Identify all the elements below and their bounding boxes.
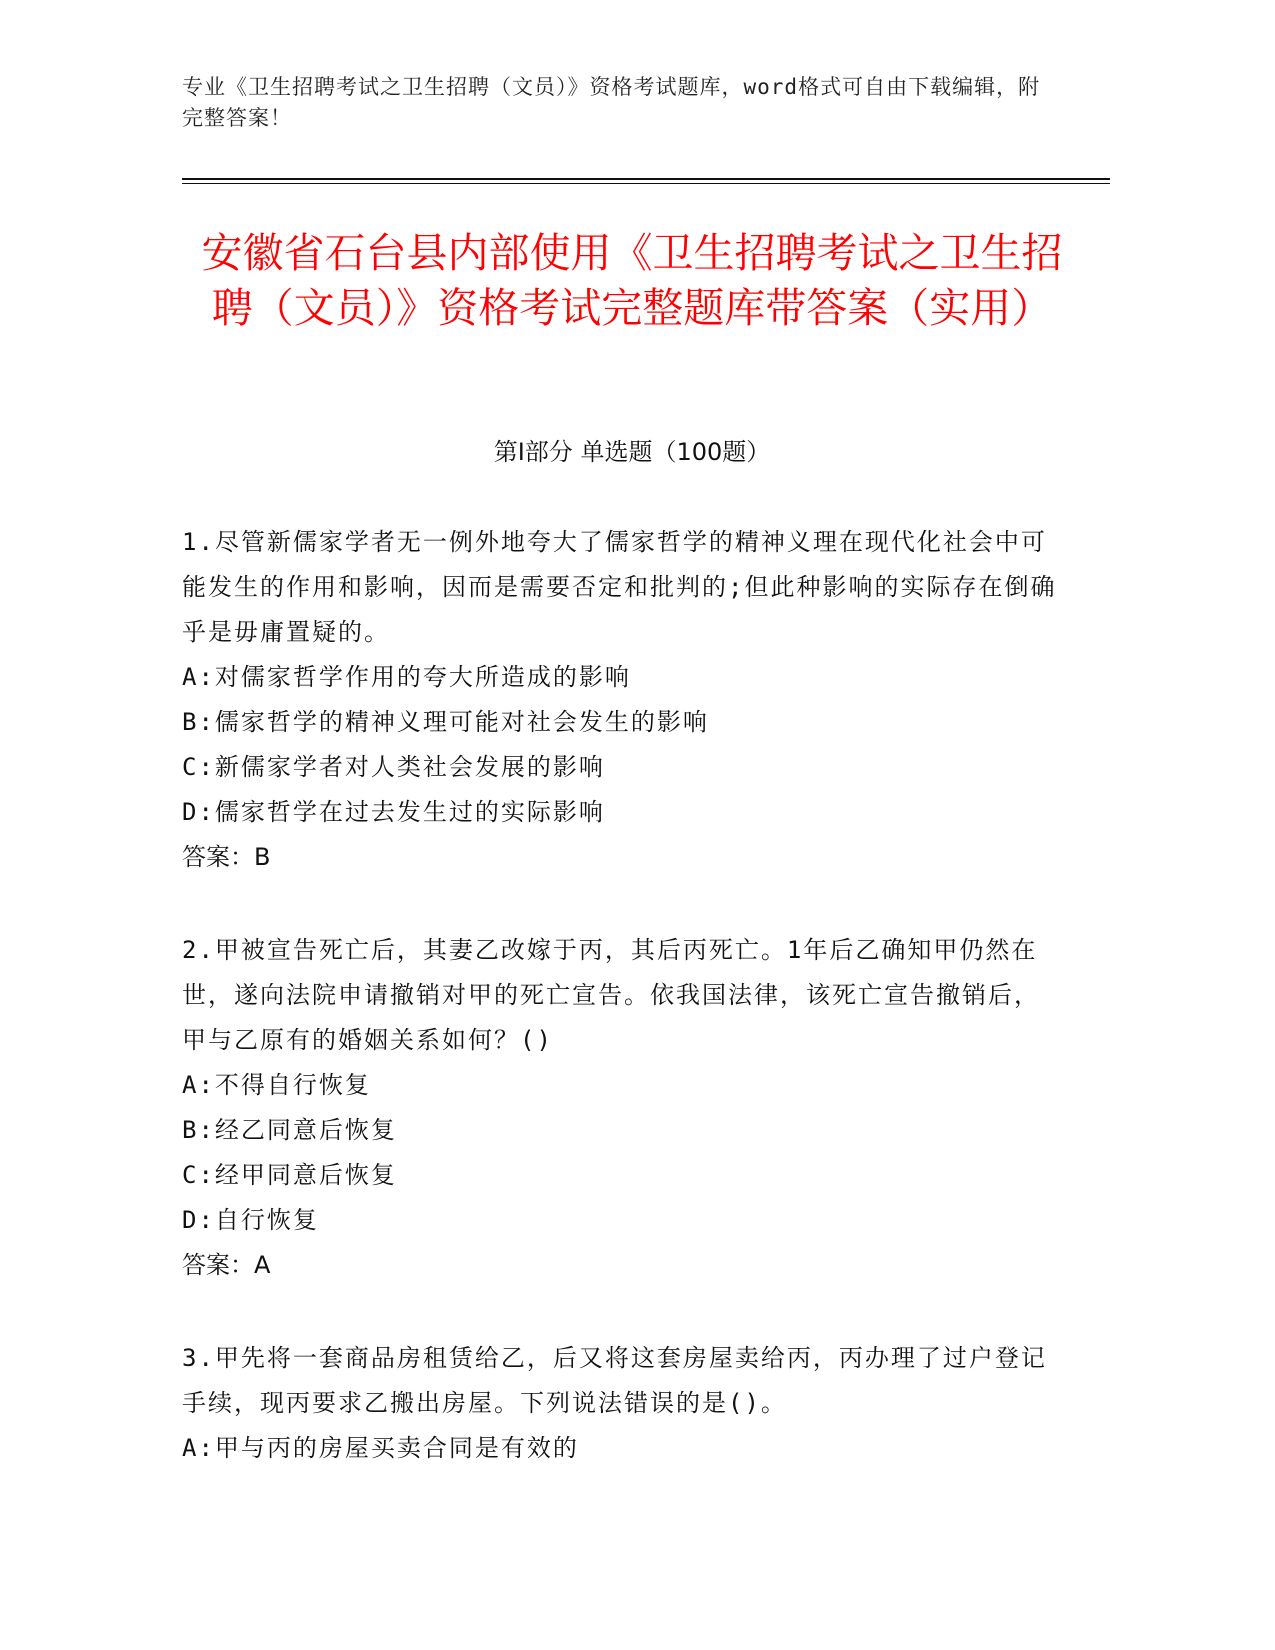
section-heading: 第Ⅰ部分 单选题（100题）	[493, 438, 771, 466]
option-d: D:自行恢复	[182, 1206, 319, 1234]
question-stem: 3.甲先将一套商品房租赁给乙，后又将这套房屋卖给丙，丙办理了过户登记手续，现丙要求乙搬出房屋。下列说法错误的是()。	[182, 1344, 1047, 1417]
option-b: B:经乙同意后恢复	[182, 1116, 397, 1144]
option-a: A:对儒家哲学作用的夸大所造成的影响	[182, 663, 631, 691]
document-title: 安徽省石台县内部使用《卫生招聘考试之卫生招聘（文员）》资格考试完整题库带答案（实用）	[201, 229, 1063, 332]
header-note: 专业《卫生招聘考试之卫生招聘（文员）》资格考试题库，word格式可自由下载编辑，附完整答案！	[182, 75, 1041, 130]
header-divider-thin	[182, 183, 1110, 184]
question-3	[182, 1336, 1062, 1471]
question-stem: 2.甲被宣告死亡后，其妻乙改嫁于丙，其后丙死亡。1年后乙确知甲仍然在世，遂向法院申请撤销对甲的死亡宣告。依我国法律，该死亡宣告撤销后，甲与乙原有的婚姻关系如何？()	[182, 936, 1040, 1054]
option-a: A:不得自行恢复	[182, 1071, 371, 1099]
option-c: C:经甲同意后恢复	[182, 1161, 397, 1189]
option-a: A:甲与丙的房屋买卖合同是有效的	[182, 1434, 579, 1462]
option-b: B:儒家哲学的精神义理可能对社会发生的影响	[182, 708, 709, 736]
answer: 答案：B	[182, 843, 271, 871]
option-c: C:新儒家学者对人类社会发展的影响	[182, 753, 605, 781]
question-1	[182, 520, 1062, 880]
option-d: D:儒家哲学在过去发生过的实际影响	[182, 798, 605, 826]
question-list	[182, 520, 1062, 1519]
header-divider-thick	[182, 178, 1110, 180]
question-stem: 1.尽管新儒家学者无一例外地夸大了儒家哲学的精神义理在现代化社会中可能发生的作用和影响，因而是需要否定和批判的;但此种影响的实际存在倒确乎是毋庸置疑的。	[182, 528, 1057, 646]
question-2	[182, 928, 1062, 1288]
answer: 答案：A	[182, 1251, 271, 1279]
